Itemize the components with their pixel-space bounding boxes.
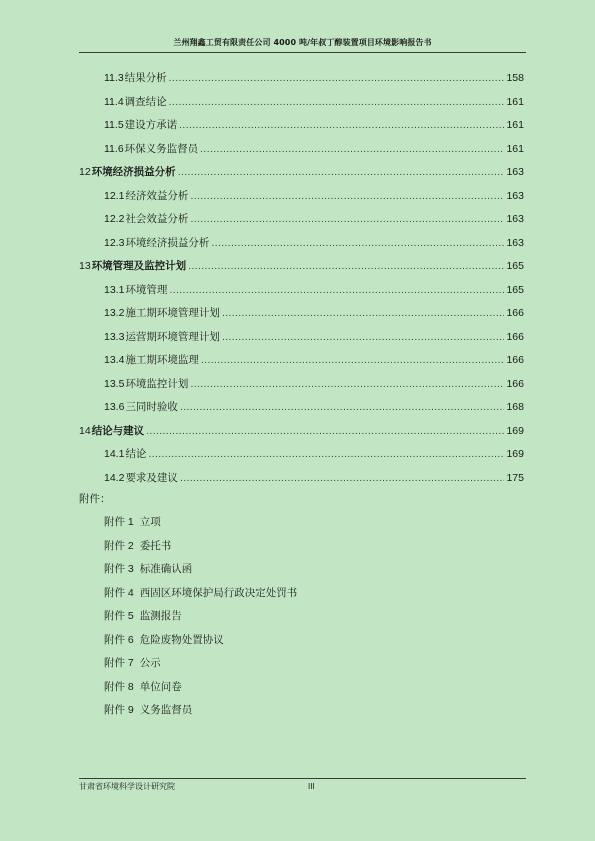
toc-entry-page: 163 xyxy=(506,236,524,249)
toc-entry-page: 158 xyxy=(506,72,524,84)
report-header-title: 兰州翔鑫工贸有限责任公司 4000 吨/年叔丁醇装置项目环境影响报告书 xyxy=(173,38,432,47)
toc-entry-page: 168 xyxy=(506,401,524,413)
attachment-number: 附件 6 xyxy=(104,633,134,646)
toc-entry-number: 14.1 xyxy=(104,448,125,460)
attachment-item xyxy=(104,514,161,530)
attachment-item xyxy=(104,702,192,718)
toc-entry-title: 调查结论 xyxy=(124,95,167,108)
toc-entry-number: 13.4 xyxy=(104,354,125,366)
toc-chapter-entry[interactable] xyxy=(79,423,524,439)
attachment-name: 义务监督员 xyxy=(139,704,193,716)
toc-section-entry[interactable] xyxy=(104,305,524,321)
toc-entry-page: 163 xyxy=(506,166,524,178)
toc-entry-number: 11.3 xyxy=(104,72,124,84)
toc-entry-number: 11.5 xyxy=(104,119,124,131)
toc-entry-title: 环境管理 xyxy=(125,283,168,296)
toc-entry-title: 运营期环境管理计划 xyxy=(125,330,220,343)
attachment-name: 监测报告 xyxy=(139,610,182,622)
toc-entry-page: 165 xyxy=(506,283,524,296)
attachment-name: 西固区环境保护局行政决定处罚书 xyxy=(139,586,298,599)
toc-dot-leader xyxy=(179,118,504,134)
attachment-name: 单位问卷 xyxy=(139,680,182,693)
toc-dot-leader xyxy=(201,353,505,369)
toc-entry-title: 经济效益分析 xyxy=(125,189,189,202)
attachment-item xyxy=(104,679,182,695)
attachment-name: 委托书 xyxy=(139,539,172,552)
toc-entry-page: 163 xyxy=(506,213,524,225)
toc-entry-number: 13.2 xyxy=(104,307,125,319)
toc-section-entry[interactable] xyxy=(104,352,524,368)
toc-entry-page: 169 xyxy=(506,424,524,437)
toc-dot-leader xyxy=(190,189,504,205)
toc-entry-page: 166 xyxy=(506,354,524,366)
toc-entry-page: 166 xyxy=(506,377,524,390)
toc-section-entry[interactable] xyxy=(104,399,524,415)
toc-entry-number: 11.4 xyxy=(104,95,124,108)
attachment-name: 公示 xyxy=(139,657,161,669)
toc-chapter-entry[interactable] xyxy=(79,258,524,274)
toc-dot-leader xyxy=(180,400,505,416)
toc-entry-page: 166 xyxy=(506,330,524,343)
toc-dot-leader xyxy=(169,283,504,299)
toc-section-entry[interactable] xyxy=(104,235,524,251)
toc-dot-leader xyxy=(188,259,504,275)
attachment-item xyxy=(104,632,224,648)
attachment-number: 附件 7 xyxy=(104,657,134,669)
attachment-name: 立项 xyxy=(139,516,161,528)
toc-dot-leader xyxy=(148,447,504,463)
toc-entry-title: 环保义务监督员 xyxy=(124,142,199,155)
toc-entry-page: 169 xyxy=(506,448,524,460)
header-divider xyxy=(79,52,526,53)
toc-entry-number: 14.2 xyxy=(104,471,125,484)
toc-entry-title: 社会效益分析 xyxy=(125,213,189,225)
toc-section-entry[interactable] xyxy=(104,211,524,227)
toc-entry-page: 161 xyxy=(506,119,524,131)
footer-page-number: III xyxy=(308,782,315,791)
attachment-item xyxy=(104,585,297,601)
attachment-name: 危险废物处置协议 xyxy=(139,633,224,646)
attachment-number: 附件 2 xyxy=(104,539,134,552)
toc-entry-number: 12.3 xyxy=(104,236,125,249)
attachment-item xyxy=(104,655,161,671)
toc-section-entry[interactable] xyxy=(104,376,524,392)
toc-dot-leader xyxy=(190,377,504,393)
footer-divider xyxy=(79,778,526,779)
attachment-number: 附件 4 xyxy=(104,586,134,599)
attachment-number: 附件 9 xyxy=(104,704,134,716)
toc-entry-title: 三同时验收 xyxy=(125,401,178,413)
toc-entry-number: 12.2 xyxy=(104,213,125,225)
toc-dot-leader xyxy=(222,330,505,346)
toc-entry-title: 环境经济损益分析 xyxy=(125,236,210,249)
toc-dot-leader xyxy=(169,71,505,87)
footer-organization: 甘肃省环境科学设计研究院 xyxy=(79,782,175,791)
toc-entry-title: 环境监控计划 xyxy=(125,377,189,390)
toc-dot-leader xyxy=(190,212,504,228)
toc-entry-title: 建设方承诺 xyxy=(124,119,178,131)
toc-entry-page: 175 xyxy=(506,471,524,484)
toc-entry-title: 结论 xyxy=(125,448,147,460)
toc-section-entry[interactable] xyxy=(104,188,524,204)
toc-dot-leader xyxy=(222,306,505,322)
toc-entry-page: 165 xyxy=(506,260,524,272)
toc-dot-leader xyxy=(178,165,505,181)
attachment-number: 附件 5 xyxy=(104,610,134,622)
attachment-item xyxy=(104,608,182,624)
toc-entry-page: 166 xyxy=(506,307,524,319)
toc-entry-number: 14 xyxy=(79,424,91,437)
toc-entry-page: 161 xyxy=(506,142,524,155)
attachment-number: 附件 1 xyxy=(104,516,134,528)
toc-entry-title: 结论与建议 xyxy=(91,424,145,437)
toc-entry-number: 13.5 xyxy=(104,377,125,390)
attachments-heading: 附件： xyxy=(79,493,111,505)
attachment-item xyxy=(104,561,192,577)
toc-entry-title: 施工期环境管理计划 xyxy=(125,307,220,319)
toc-section-entry[interactable] xyxy=(104,141,524,157)
toc-section-entry[interactable] xyxy=(104,446,524,462)
attachment-item xyxy=(104,538,171,554)
toc-dot-leader xyxy=(169,95,505,111)
toc-section-entry[interactable] xyxy=(104,70,524,86)
attachment-number: 附件 3 xyxy=(104,563,134,575)
toc-dot-leader xyxy=(180,471,505,487)
toc-entry-title: 要求及建议 xyxy=(125,471,178,484)
toc-entry-number: 12 xyxy=(79,166,91,178)
attachment-number: 附件 8 xyxy=(104,680,134,693)
toc-section-entry[interactable] xyxy=(104,282,524,298)
toc-entry-number: 13 xyxy=(79,260,91,272)
toc-entry-number: 12.1 xyxy=(104,189,125,202)
toc-dot-leader xyxy=(200,142,504,158)
toc-entry-page: 163 xyxy=(506,189,524,202)
toc-entry-number: 13.1 xyxy=(104,283,125,296)
toc-section-entry[interactable] xyxy=(104,94,524,110)
toc-entry-number: 11.6 xyxy=(104,142,124,155)
toc-section-entry[interactable] xyxy=(104,117,524,133)
toc-dot-leader xyxy=(211,236,504,252)
toc-entry-number: 13.3 xyxy=(104,330,125,343)
toc-section-entry[interactable] xyxy=(104,470,524,486)
toc-entry-title: 施工期环境监理 xyxy=(125,354,199,366)
toc-entry-title: 环境管理及监控计划 xyxy=(91,260,187,272)
toc-entry-number: 13.6 xyxy=(104,401,125,413)
toc-section-entry[interactable] xyxy=(104,329,524,345)
toc-dot-leader xyxy=(146,424,504,440)
toc-chapter-entry[interactable] xyxy=(79,164,524,180)
toc-entry-title: 环境经济损益分析 xyxy=(91,166,176,178)
attachment-name: 标准确认函 xyxy=(139,563,193,575)
toc-entry-page: 161 xyxy=(506,95,524,108)
toc-entry-title: 结果分析 xyxy=(124,72,167,84)
